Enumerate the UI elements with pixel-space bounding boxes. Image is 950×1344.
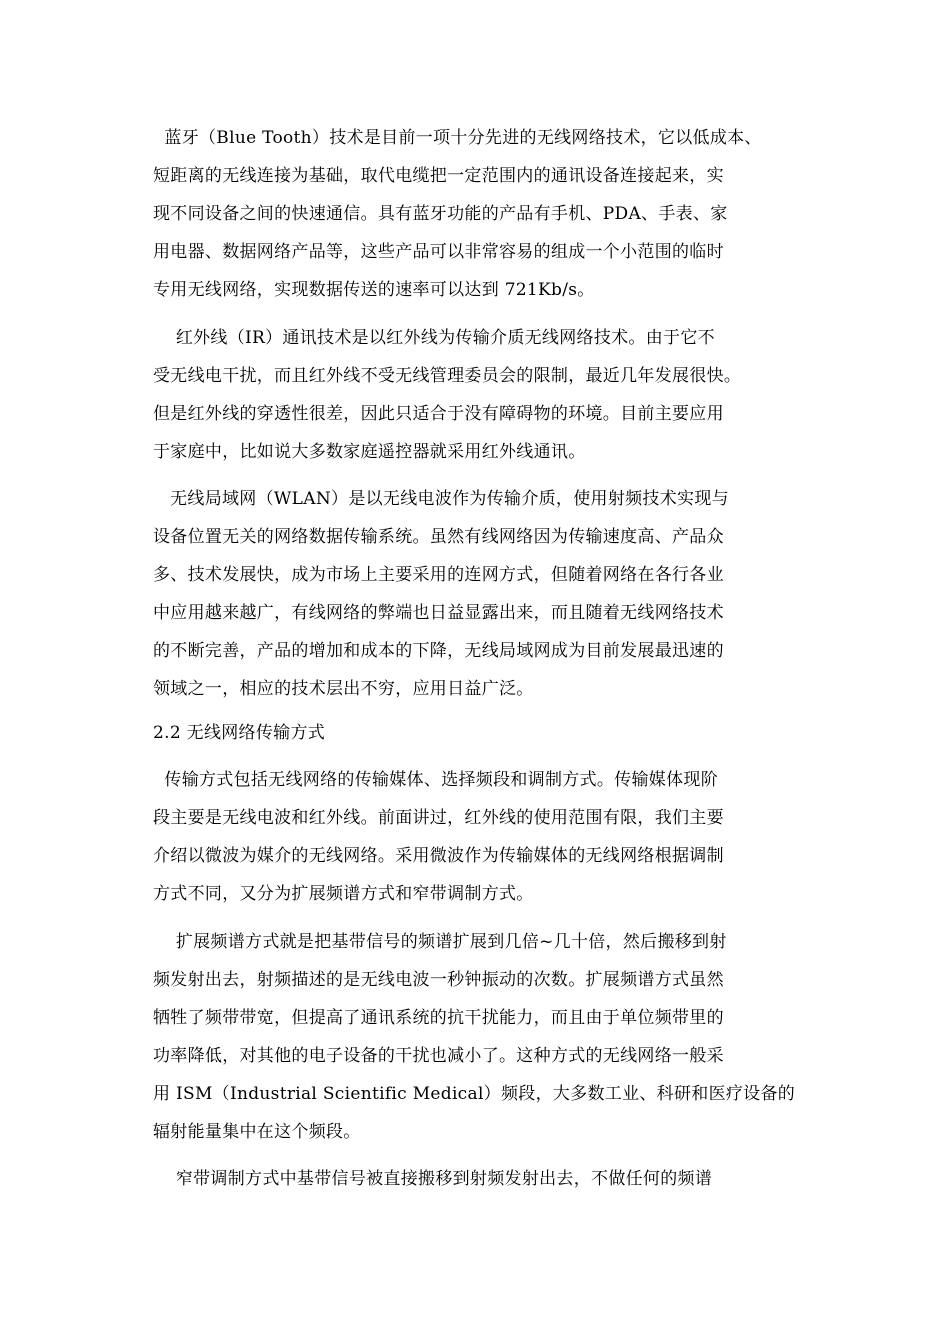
text-line: 传输方式包括无线网络的传输媒体、选择频段和调制方式。传输媒体现阶 — [153, 770, 719, 790]
text-line: 用电器、数据网络产品等，这些产品可以非常容易的组成一个小范围的临时 — [153, 242, 724, 262]
text-line: 方式不同，又分为扩展频谱方式和窄带调制方式。 — [153, 884, 534, 904]
text-line: 中应用越来越广，有线网络的弊端也日益显露出来，而且随着无线网络技术 — [153, 603, 724, 623]
text-line: 现不同设备之间的快速通信。具有蓝牙功能的产品有手机、PDA、手表、家 — [153, 204, 728, 224]
text-line: 但是红外线的穿透性很差，因此只适合于没有障碍物的环境。目前主要应用 — [153, 404, 724, 424]
text-line: 短距离的无线连接为基础，取代电缆把一定范围内的通讯设备连接起来，实 — [153, 166, 724, 186]
text-line: 专用无线网络，实现数据传送的速率可以达到 721Kb/s。 — [153, 280, 595, 300]
text-line: 用 ISM（Industrial Scientific Medical）频段，大多数工业、科研和医疗设备的 — [153, 1084, 796, 1104]
text-line: 于家庭中，比如说大多数家庭遥控器就采用红外线通讯。 — [153, 442, 586, 462]
text-line: 的不断完善，产品的增加和成本的下降，无线局域网成为目前发展最迅速的 — [153, 641, 724, 661]
text-line: 领域之一，相应的技术层出不穷，应用日益广泛。 — [153, 679, 534, 699]
text-line: 无线局域网（WLAN）是以无线电波作为传输介质，使用射频技术实现与 — [153, 489, 729, 509]
text-line: 受无线电干扰，而且红外线不受无线管理委员会的限制，最近几年发展很快。 — [153, 366, 742, 386]
text-line: 多、技术发展快，成为市场上主要采用的连网方式，但随着网络在各行各业 — [153, 565, 724, 585]
text-line: 红外线（IR）通讯技术是以红外线为传输介质无线网络技术。由于它不 — [153, 328, 715, 348]
text-line: 频发射出去，射频描述的是无线电波一秒钟振动的次数。扩展频谱方式虽然 — [153, 970, 724, 990]
text-line: 辐射能量集中在这个频段。 — [153, 1122, 361, 1142]
text-line: 蓝牙（Blue Tooth）技术是目前一项十分先进的无线网络技术，它以低成本、 — [153, 128, 762, 148]
section-title: 2.2 无线网络传输方式 — [153, 723, 326, 743]
text-line: 扩展频谱方式就是把基带信号的频谱扩展到几倍~几十倍，然后搬移到射 — [153, 932, 727, 952]
text-line: 介绍以微波为媒介的无线网络。采用微波作为传输媒体的无线网络根据调制 — [153, 846, 724, 866]
text-line: 窄带调制方式中基带信号被直接搬移到射频发射出去，不做任何的频谱 — [153, 1169, 713, 1189]
text-line: 段主要是无线电波和红外线。前面讲过，红外线的使用范围有限，我们主要 — [153, 808, 724, 828]
text-line: 设备位置无关的网络数据传输系统。虽然有线网络因为传输速度高、产品众 — [153, 527, 724, 547]
text-line: 牺牲了频带带宽，但提高了通讯系统的抗干扰能力，而且由于单位频带里的 — [153, 1008, 724, 1028]
text-line: 功率降低，对其他的电子设备的干扰也减小了。这种方式的无线网络一般采 — [153, 1046, 724, 1066]
